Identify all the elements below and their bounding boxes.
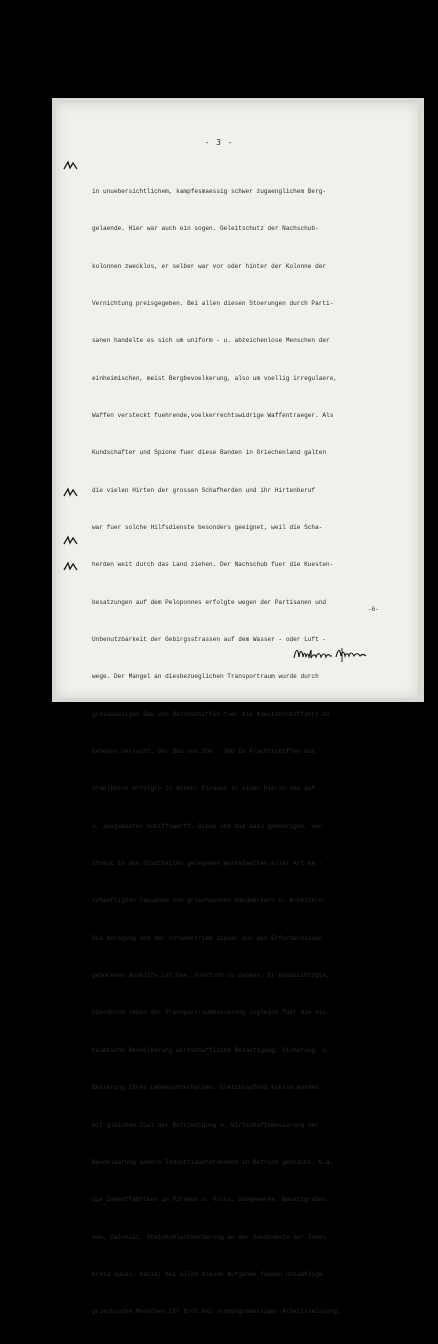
text-line-8: Kundschafter und Spione fuer diese Banden in Griechenland galten (92, 449, 327, 457)
text-line-11: herden weit durch das Land ziehen. Der Nachschub fuer die Kuesten- (92, 561, 334, 569)
text-line-16: beheben versucht. Der Bau von 200 - 300 to Frachtschiffen aus (92, 748, 316, 756)
text-line-27: Bevoelkerung andere Industrieunternehmen in Betrieb gebracht. U.a. (92, 1158, 334, 1166)
margin-mark-3-icon (62, 535, 80, 547)
text-line-4: Vernichtung preisgegeben. Bei allen diesen Stoerungen durch Parti- (92, 299, 334, 307)
text-line-13: Unbenutzbarkeit der Gebirgsstrassen auf dem Wasser - oder Luft - (92, 636, 327, 644)
text-line-7: Waffen versteckt fuehrende,voelkerrechtswidrige Waffentraeger. Als (92, 411, 334, 419)
text-line-2: gelaende. Hier war auch ein sogen. Geleitschutz der Nachschub- (92, 225, 319, 233)
text-line-23: hierdurch neben der Transportraumbesserung zugleich fuer die ein- (92, 1009, 330, 1017)
text-line-19: streut in den Stadtteilen gelegenen Werkstaetten aller Art be - (92, 860, 323, 868)
page-number: - 3 - (204, 138, 234, 147)
text-line-29: usw. Saloniki, Steinkohlenfoerderung an der Suedkueste der Insel (92, 1233, 327, 1241)
margin-mark-1-icon (62, 160, 80, 172)
margin-mark-4-icon (62, 561, 80, 573)
text-line-26: mit gleichem Ziel der Befriedigung u. Wirtschaftsbesserung der (92, 1121, 319, 1129)
text-line-30: Kreta suedl. Kania; bei allen diesen Aufgaben fanden unzaehlige (92, 1270, 323, 1278)
handwritten-signature-icon (292, 644, 376, 664)
text-line-15: grossmassigen Bau von Betonschiffen fuer die Kuestenschiffahrt zu (92, 710, 330, 718)
text-line-21: Die Anregung und der Vorumertrieb dieser aus den Erfordernissen (92, 934, 323, 942)
text-line-22: geborenen Aushilfe ist Gen. Foertsch zu danken. Er beabsichtigte, (92, 972, 330, 980)
text-line-28: die Zementfabriken im Piraeus u. Volos, Saegewerke, Bauxitgruben (92, 1196, 327, 1204)
text-line-24: heimische Bevoelkerung wirtschaftliche Betaetigung, Sicherung, u. (92, 1046, 330, 1054)
text-line-17: Stahlbeton erfolgte in Athen/ Piraeus in einer hierzu neu auf - (92, 785, 323, 793)
text-line-12: besatzungen auf dem Peloponnes erfolgte wegen der Partisanen und (92, 598, 327, 606)
text-line-18: u. ausgebauten Schiffswerft. Diese und die dazu gehoerigen, ver- (92, 822, 327, 830)
text-line-3: kolonnen zwecklos, er selber war vor oder hinter der Kolonne der (92, 262, 327, 270)
end-mark: -6- (368, 606, 379, 613)
text-line-1: in unuebersichtlichem, kampfesmaessig schwer zugaenglichem Berg- (92, 187, 327, 195)
text-line-31: griechische Menschen ihr Brot bei ordnungsmaessiger Arbeitsleistung. (92, 1308, 341, 1316)
text-line-14: wege. Der Mangel an diesbezueglichen Transportraum wurde durch (92, 673, 319, 681)
text-line-20: schaeftigten Tausende von griechischen Handwerkern u. Arbeitern. (92, 897, 327, 905)
typed-body-text (92, 161, 404, 1344)
text-line-6: einheimischen, meist Bergbevoelkerung, also um voellig irregulaere, (92, 374, 338, 382)
text-line-5: sanen handelte es sich um uniform - u. abzeichenlose Menschen der (92, 337, 330, 345)
text-line-25: Besserung ihres Lebensunterhaltes. Gleichlaufend hierzu wurden (92, 1084, 319, 1092)
text-line-9: die vielen Hirten der grossen Schafherden und ihr Hirtenberuf (92, 486, 316, 494)
text-line-10: war fuer solche Hilfsdienste besonders geeignet, weil die Scha- (92, 524, 323, 531)
margin-mark-2-icon (62, 487, 80, 499)
